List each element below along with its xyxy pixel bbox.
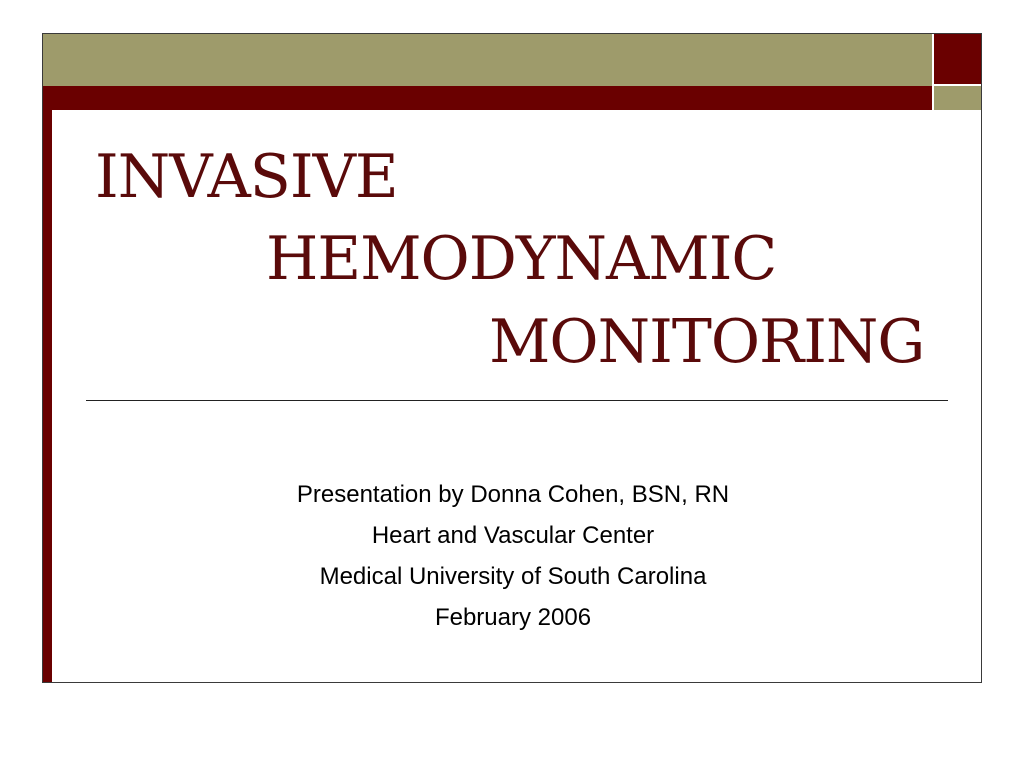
slide-subtitle	[43, 474, 982, 638]
slide-title	[43, 34, 982, 394]
title-line-2: HEMODYNAMIC	[266, 224, 777, 294]
institution-line: Medical University of South Carolina	[319, 563, 707, 590]
title-line-1: INVASIVE	[95, 142, 398, 212]
title-line-3: MONITORING	[489, 307, 925, 377]
department-line: Heart and Vascular Center	[371, 522, 655, 549]
date-line: February 2006	[434, 604, 592, 631]
presenter-line: Presentation by Donna Cohen, BSN, RN	[296, 481, 730, 508]
title-slide	[42, 33, 982, 683]
title-divider	[86, 400, 948, 401]
